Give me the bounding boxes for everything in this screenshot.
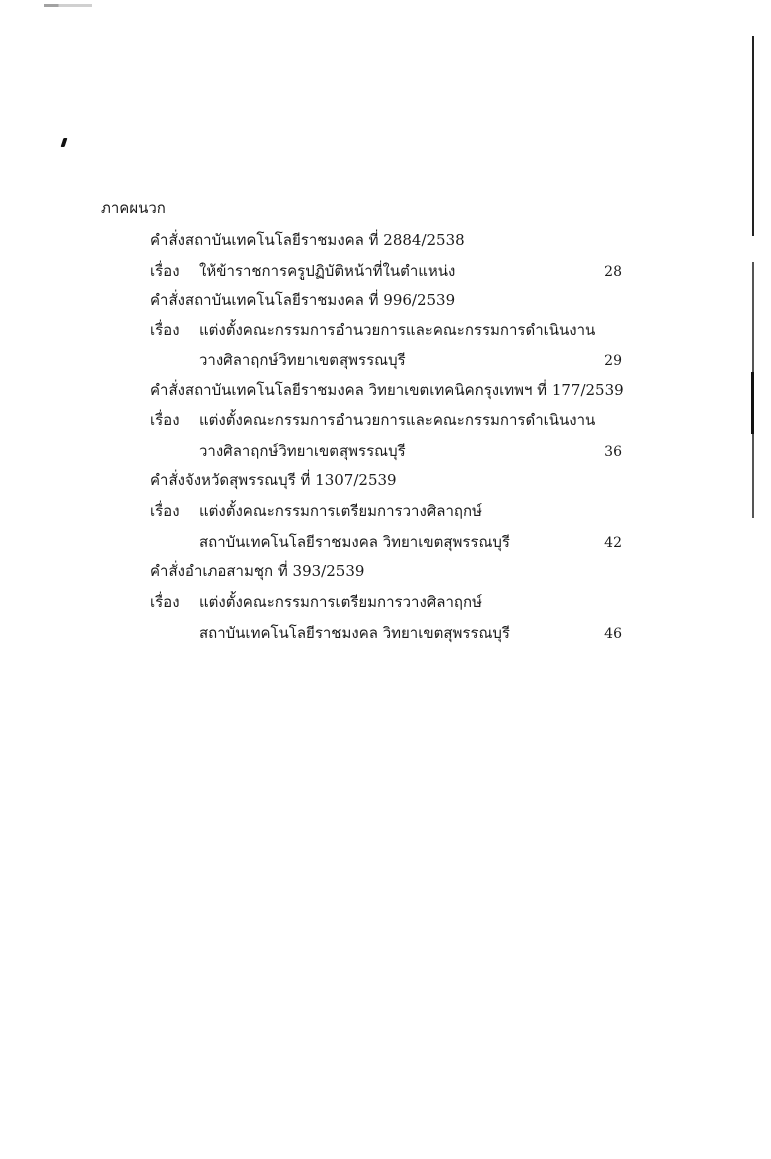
page-number: 28 (604, 264, 622, 280)
order-title: คำสั่งสถาบันเทคโนโลยีราชมงคล ที่ 2884/2538 (150, 231, 465, 249)
subject-text: แต่งตั้งคณะกรรมการอำนวยการและคณะกรรมการดำเนินงาน (199, 411, 596, 429)
subject-text: แต่งตั้งคณะกรรมการอำนวยการและคณะกรรมการดำเนินงาน (199, 321, 596, 339)
appendix-heading: ภาคผนวก (101, 199, 166, 217)
scan-artifact (44, 4, 92, 7)
subject-label: เรื่อง (150, 321, 180, 339)
subject-text: ให้ข้าราชการครูปฏิบัติหน้าที่ในตำแหน่ง (199, 262, 456, 280)
scan-edge-line (751, 372, 754, 434)
subject-label: เรื่อง (150, 262, 180, 280)
subject-text: แต่งตั้งคณะกรรมการเตรียมการวางศิลาฤกษ์ (199, 593, 482, 611)
subject-label: เรื่อง (150, 593, 180, 611)
subject-text: วางศิลาฤกษ์วิทยาเขตสุพรรณบุรี (199, 351, 406, 369)
subject-text: สถาบันเทคโนโลยีราชมงคล วิทยาเขตสุพรรณบุรี (199, 533, 510, 551)
subject-text: วางศิลาฤกษ์วิทยาเขตสุพรรณบุรี (199, 442, 406, 460)
page-number: 29 (604, 353, 622, 369)
order-title: คำสั่งสถาบันเทคโนโลยีราชมงคล ที่ 996/2539 (150, 291, 456, 309)
order-title: คำสั่งสถาบันเทคโนโลยีราชมงคล วิทยาเขตเทคนิคกรุงเทพฯ ที่ 177/2539 (150, 381, 624, 399)
order-title: คำสั่งอำเภอสามชุก ที่ 393/2539 (150, 562, 365, 580)
subject-text: สถาบันเทคโนโลยีราชมงคล วิทยาเขตสุพรรณบุรี (199, 624, 510, 642)
page-number: 36 (604, 444, 622, 460)
subject-label: เรื่อง (150, 411, 180, 429)
subject-label: เรื่อง (150, 502, 180, 520)
subject-text: แต่งตั้งคณะกรรมการเตรียมการวางศิลาฤกษ์ (199, 502, 482, 520)
scan-edge-line (752, 36, 754, 236)
page-number: 46 (604, 626, 622, 642)
page-number: 42 (604, 535, 622, 551)
order-title: คำสั่งจังหวัดสุพรรณบุรี ที่ 1307/2539 (150, 471, 397, 489)
scan-artifact-mark (61, 138, 68, 147)
